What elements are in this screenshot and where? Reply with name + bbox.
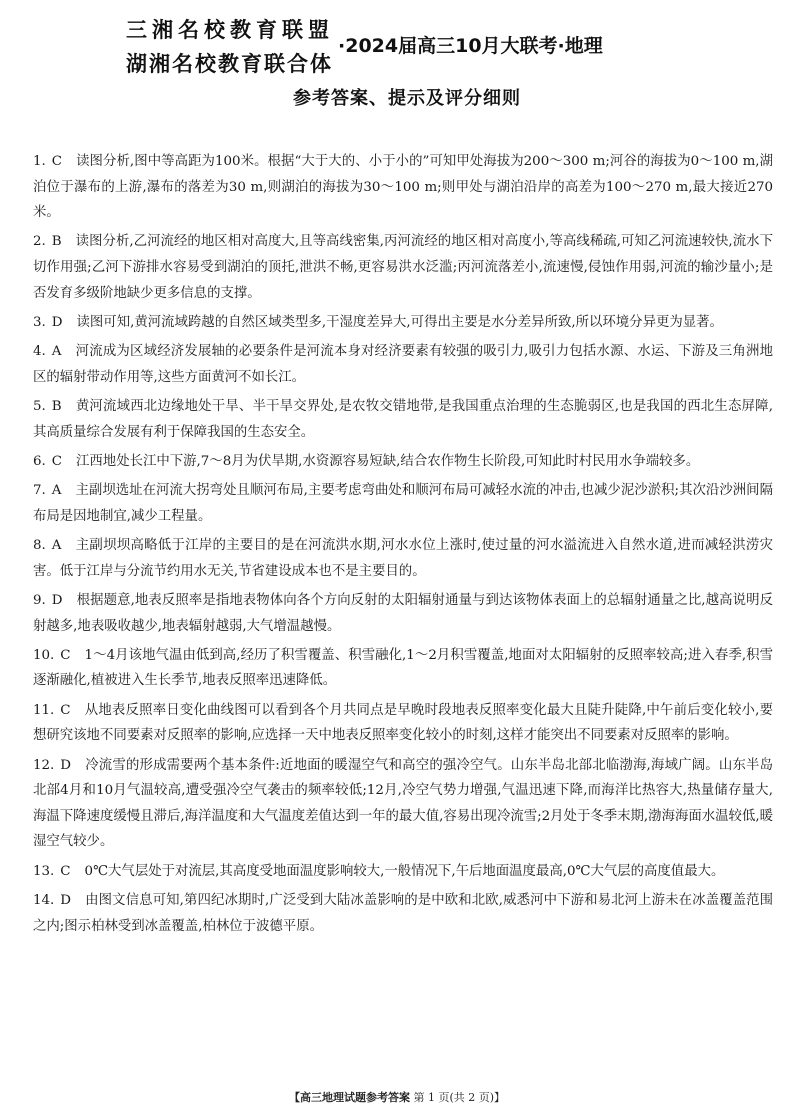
answer-list (33, 149, 773, 943)
question-number: 7. (33, 483, 46, 499)
answer-key: D (60, 757, 72, 773)
answer-key: A (51, 483, 62, 499)
answer-key: C (51, 154, 63, 169)
document-subtitle: 参考答案、提示及评分细则 (293, 88, 521, 109)
question-number: 14. (33, 892, 55, 908)
answer-item (33, 753, 773, 855)
answer-explanation: 0℃大气层处于对流层,其高度受地面温度影响较大,一般情况下,午后地面温度最高,0℃大气层的高度值最大。 (84, 863, 725, 879)
question-number: 8. (33, 538, 46, 554)
question-number: 6. (33, 453, 46, 469)
answer-explanation: 河流成为区域经济发展轴的必要条件是河流本身对经济要素有较强的吸引力,吸引力包括水源、水运、下游及三角洲地区的辐射带动作用等,这些方面黄河不如长江。 (33, 344, 773, 385)
answer-explanation: 黄河流域西北边缘地处干旱、半干旱交界处,是农牧交错地带,是我国重点治理的生态脆弱区,也是我国的西北生态屏障,其高质量综合发展有利于保障我国的生态安全。 (33, 399, 773, 440)
answer-key: C (60, 863, 71, 879)
answer-key: D (60, 892, 72, 908)
answer-item (33, 859, 773, 885)
question-number: 12. (33, 757, 55, 773)
answer-explanation: 读图可知,黄河流域跨越的自然区域类型多,干湿度差异大,可得出主要是水分差异所致,所以环境分异更为显著。 (76, 314, 723, 330)
document-header (0, 0, 794, 120)
answer-key: C (51, 453, 63, 469)
answer-item (33, 394, 773, 445)
answer-explanation: 主副坝选址在河流大拐弯处且顺河布局,主要考虑弯曲处和顺河布局可减轻水流的冲击,也减少泥沙淤积;其次沿沙洲间隔布局是因地制宜,减少工程量。 (33, 483, 773, 524)
question-number: 9. (33, 593, 46, 608)
answer-key: C (60, 647, 71, 663)
answer-item (33, 310, 773, 336)
answer-item (33, 478, 773, 529)
page-footer (0, 1089, 794, 1105)
answer-explanation: 1～4月该地气温由低到高,经历了积雪覆盖、积雪融化,1～2月积雪覆盖,地面对太阳辐射的反照率较高;进入春季,积雪逐渐融化,植被进入生长季节,地表反照率迅速降低。 (33, 647, 773, 689)
answer-explanation: 根据题意,地表反照率是指地表物体向各个方向反射的太阳辐射通量与到达该物体表面上的总辐射通量之比,越高说明反射越多,地表吸收越少,地表辐射越弱,大气增温越慢。 (33, 593, 773, 634)
answer-item (33, 698, 773, 749)
answer-explanation: 冷流雪的形成需要两个基本条件:近地面的暖湿空气和高空的强冷空气。山东半岛北部北临渤海,海域广阔。山东半岛北部4月和10月气温较高,遭受强冷空气袭击的频率较低;12月,冷空气势力增强,气温迅速下降,而海洋比热容大,热量储存量大,海温下降速度缓慢且滞后,海洋温度和大气温度差值达到一年的最大值,容易出现冷流雪;2月处于冬季末期,渤海海面水温较低,暖湿空气较少。 (33, 757, 773, 850)
organization-name-2: 湖湘名校教育联合体 (126, 52, 333, 76)
question-number: 5. (33, 399, 46, 415)
answer-key: B (51, 399, 62, 415)
answer-item (33, 149, 773, 226)
question-number: 10. (33, 647, 55, 663)
question-number: 13. (33, 863, 55, 879)
answer-explanation: 读图分析,图中等高距为100米。根据“大于大的、小于小的”可知甲处海拔为200～300 m;河谷的海拔为0～100 m,湖泊位于瀑布的上游,瀑布的落差为30 m,则湖泊的海拔为30～100 m;则甲处与湖泊沿岸的高差为100～270 m,最大接近270米。 (33, 154, 773, 221)
answer-explanation: 江西地处长江中下游,7～8月为伏旱期,水资源容易短缺,结合农作物生长阶段,可知此时村民用水争端较多。 (76, 453, 700, 469)
answer-item (33, 339, 773, 390)
answer-key: D (51, 593, 63, 608)
question-number: 2. (33, 234, 46, 250)
answer-item (33, 229, 773, 306)
answer-item (33, 533, 773, 584)
question-number: 11. (33, 702, 55, 718)
organization-name-1: 三湘名校教育联盟 (126, 18, 334, 42)
answer-explanation: 由图文信息可知,第四纪冰期时,广泛受到大陆冰盖影响的是中欧和北欧,威悉河中下游和易北河上游未在冰盖覆盖范围之内;图示柏林受到冰盖覆盖,柏林位于波德平原。 (33, 892, 773, 934)
answer-explanation: 主副坝坝高略低于江岸的主要目的是在河流洪水期,河水水位上涨时,使过量的河水溢流进入自然水道,进而减轻洪涝灾害。低于江岸与分流节约用水无关,节省建设成本也不是主要目的。 (33, 538, 773, 579)
answer-key: A (51, 344, 62, 360)
answer-key: D (51, 314, 63, 330)
answer-item (33, 888, 773, 939)
answer-explanation: 读图分析,乙河流经的地区相对高度大,且等高线密集,丙河流经的地区相对高度小,等高线稀疏,可知乙河流速较快,流水下切作用强;乙河下游排水容易受到湖泊的顶托,泄洪不畅,更容易洪水泛滥;丙河流落差小,流速慢,侵蚀作用弱,河流的输沙量小;是否发育多级阶地缺少更多信息的支撑。 (33, 234, 773, 301)
answer-item (33, 643, 773, 694)
footer-page-info: 第 1 页(共 2 页)】 (413, 1091, 506, 1104)
answer-explanation: 从地表反照率日变化曲线图可以看到各个月共同点是早晚时段地表反照率变化最大且陡升陡降,中午前后变化较小,要想研究该地不同要素对反照率的影响,应选择一天中地表反照率变化较小的时刻,这样才能突出不同要素对反照率的影响。 (33, 702, 773, 744)
footer-doc-name: 【高三地理试题参考答案 (288, 1091, 410, 1104)
answer-key: C (60, 702, 71, 718)
answer-key: A (51, 538, 62, 554)
answer-item (33, 449, 773, 475)
question-number: 4. (33, 344, 46, 360)
exam-title: ·2024届高三10月大联考·地理 (338, 35, 603, 57)
answer-key: B (51, 234, 62, 250)
question-number: 1. (33, 154, 46, 169)
question-number: 3. (33, 314, 46, 330)
answer-item (33, 588, 773, 639)
